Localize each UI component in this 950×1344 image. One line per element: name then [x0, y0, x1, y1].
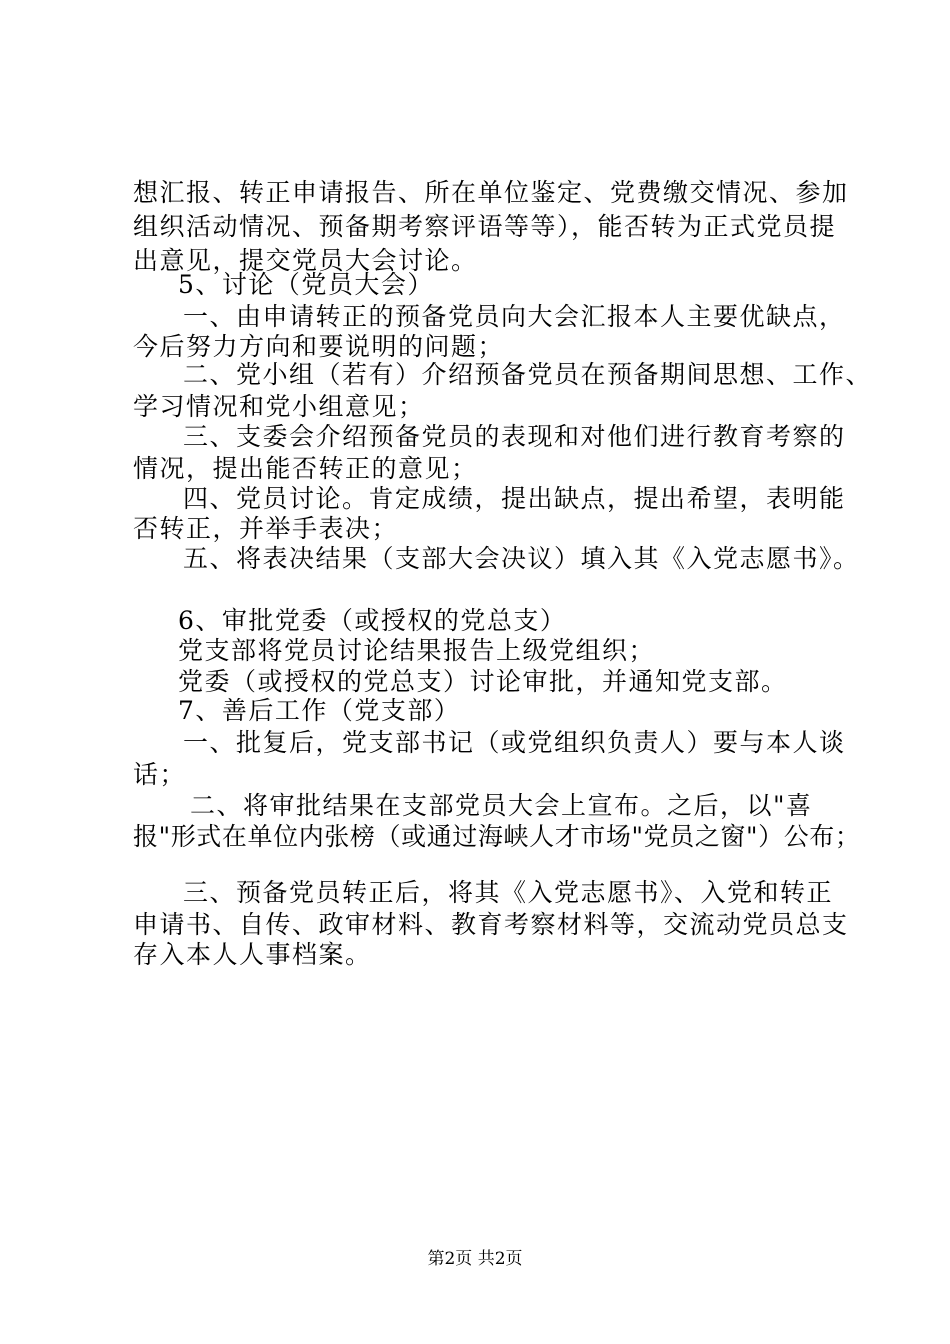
paragraph-line: 一、由申请转正的预备党员向大会汇报本人主要优缺点，: [183, 302, 846, 331]
paragraph-line: 学习情况和党小组意见；: [133, 392, 425, 421]
paragraph-line: 党支部将党员讨论结果报告上级党组织；: [178, 636, 656, 665]
paragraph-line: 三、支委会介绍预备党员的表现和对他们进行教育考察的: [183, 422, 846, 451]
paragraph-line: 否转正，并举手表决；: [133, 514, 399, 543]
paragraph-line: 五、将表决结果（支部大会决议）填入其《入党志愿书》。: [183, 544, 860, 573]
paragraph-line: 出意见，提交党员大会讨论。: [133, 246, 478, 275]
paragraph-line: 二、将审批结果在支部党员大会上宣布。之后，以"喜: [190, 791, 813, 820]
paragraph-line: 今后努力方向和要说明的问题；: [133, 332, 505, 361]
paragraph-line: 存入本人人事档案。: [133, 940, 372, 969]
paragraph-line: 一、批复后，党支部书记（或党组织负责人）要与本人谈: [183, 728, 846, 757]
paragraph-line: 三、预备党员转正后，将其《入党志愿书》、入党和转正: [183, 878, 834, 907]
paragraph-line: 申请书、自传、政审材料、教育考察材料等，交流动党员总支: [133, 910, 849, 939]
paragraph-line: 组织活动情况、预备期考察评语等等），能否转为正式党员提: [133, 212, 837, 241]
section-heading: 7、善后工作（党支部）: [178, 696, 461, 725]
section-heading: 6、审批党委（或授权的党总支）: [178, 606, 567, 635]
paragraph-line: 四、党员讨论。肯定成绩，提出缺点，提出希望，表明能: [183, 484, 846, 513]
paragraph-line: 党委（或授权的党总支）讨论审批，并通知党支部。: [178, 667, 788, 696]
page-footer: 第2页 共2页: [427, 1249, 523, 1269]
paragraph-line: 报"形式在单位内张榜（或通过海峡人才市场"党员之窗"）公布；: [133, 822, 861, 851]
paragraph-line: 二、党小组（若有）介绍预备党员在预备期间思想、工作、: [183, 360, 873, 389]
section-heading: 5、讨论（党员大会）: [178, 270, 434, 299]
paragraph-line: 想汇报、转正申请报告、所在单位鉴定、党费缴交情况、参加: [133, 178, 849, 207]
paragraph-line: 情况，提出能否转正的意见；: [133, 454, 478, 483]
paragraph-line: 话；: [133, 760, 187, 789]
